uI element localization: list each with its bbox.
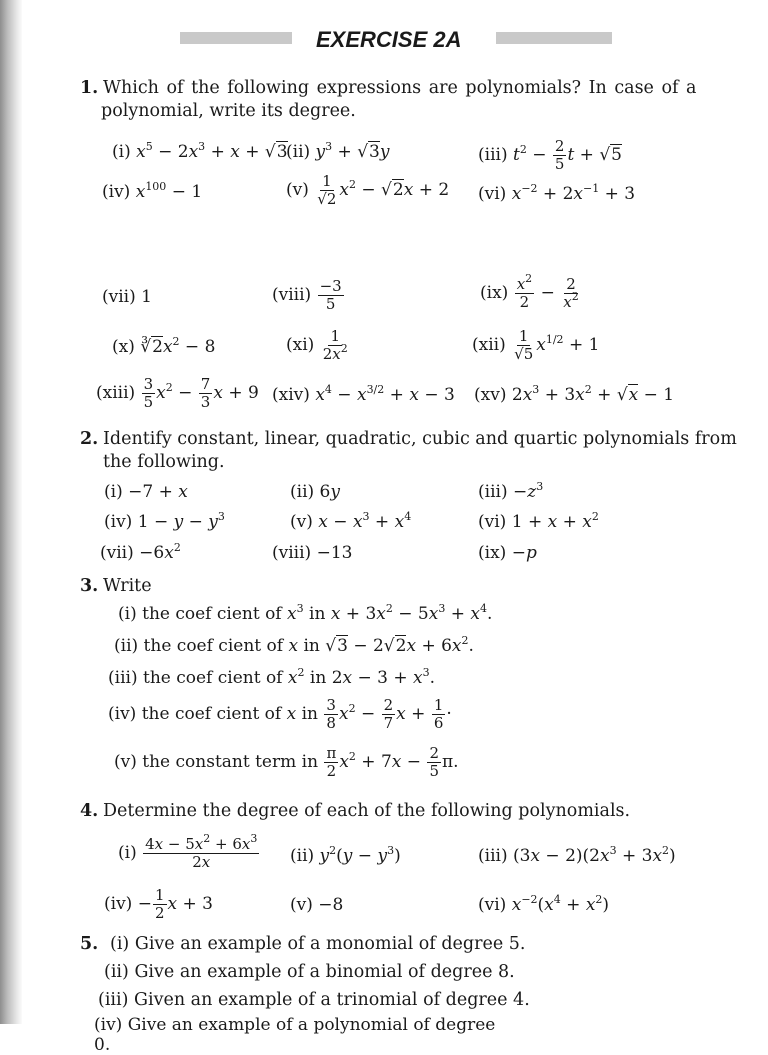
expression-item — [114, 636, 474, 656]
item-text: the coef cient of — [142, 604, 282, 624]
item-label: (v) — [286, 180, 309, 200]
item-label: (iii) — [478, 846, 508, 866]
list-item — [98, 989, 530, 1011]
question-number: 4. — [80, 801, 99, 821]
item-label: (viii) — [272, 285, 312, 305]
math-expression: $\frac{1}{2x^2}$ — [322, 327, 348, 363]
math-expression: $x + 3x^2 - 5x^3 + x^4$. — [330, 602, 493, 624]
expression-item — [118, 832, 260, 871]
cut-off-line — [90, 1010, 510, 1055]
math-expression: $\frac{4x - 5x^2 + 6x^3}{2x}$ — [145, 832, 258, 871]
question-number: 3. — [80, 576, 99, 596]
expression-item — [286, 328, 351, 363]
item-text: in — [309, 604, 326, 624]
expression-item — [104, 512, 225, 532]
expression-item — [108, 697, 452, 732]
question-number: 2. — [80, 429, 99, 449]
item-label: (ii) — [114, 636, 139, 656]
math-expression: $x^5 - 2x^3 + x + √3$ — [136, 140, 288, 162]
math-expression: $x^{100} - 1$ — [135, 180, 203, 202]
math-expression: 6y — [319, 482, 340, 502]
math-expression: $y^3 + √3y$ — [315, 140, 390, 162]
item-label: (iv) — [104, 512, 133, 532]
math-expression: $x^3$ — [287, 602, 304, 624]
math-expression: −13 — [316, 543, 353, 563]
question-text: the following. — [103, 452, 225, 472]
expression-item — [272, 278, 345, 313]
math-expression: $√3 - 2√2x + 6x^2$. — [325, 634, 474, 656]
expression-item — [290, 846, 401, 866]
math-expression: x — [288, 636, 299, 656]
item-label: (i) — [110, 934, 130, 954]
item-text: Given an example of a trinomial of degree 4. — [134, 990, 530, 1010]
expression-item — [472, 328, 599, 363]
expression-item — [112, 142, 288, 162]
item-label: (vi) — [478, 184, 507, 204]
math-expression: $\frac{\pi}{2}$ $x^2 + 7x$ − $\frac{2}{5}$ π. — [326, 744, 459, 780]
item-text: Give an example of a binomial of degree 8. — [134, 962, 515, 982]
item-label: (xi) — [286, 335, 315, 355]
question-number: 1. — [80, 78, 99, 98]
expression-item — [290, 895, 343, 915]
partial-text: (iv) Give an example of a polynomial of degree 0. — [94, 1015, 496, 1055]
expression-item — [102, 287, 152, 307]
item-label: (i) — [112, 142, 131, 162]
item-label: (ix) — [478, 543, 507, 563]
item-label: (iii) — [478, 145, 508, 165]
item-label: (xii) — [472, 335, 506, 355]
expression-item — [478, 184, 635, 204]
item-label: (i) — [118, 843, 137, 863]
item-label: (iv) — [102, 182, 131, 202]
item-text: in — [303, 636, 320, 656]
math-expression: $\frac{1}{√2}$ $x^2 - √2x + 2$ — [317, 172, 450, 208]
math-expression: $\frac{3}{5}$ $x^2$ − $\frac{7}{3}$ x + 9 — [143, 375, 259, 411]
item-label: (ii) — [286, 142, 311, 162]
expression-item — [118, 604, 492, 624]
book-spine-shadow — [0, 0, 22, 1024]
question-text: Identify constant, linear, quadratic, cubic and quartic polynomials from — [103, 429, 737, 449]
item-label: (iii) — [108, 668, 138, 688]
item-text: the constant term in — [142, 752, 319, 772]
list-item — [104, 961, 515, 983]
expression-item — [478, 543, 537, 563]
math-expression: $1 - y - y^3$ — [137, 510, 225, 532]
item-label: (vii) — [102, 287, 136, 307]
math-expression: $x - x^3 + x^4$ — [318, 510, 412, 532]
item-label: (ix) — [480, 283, 509, 303]
expression-item — [112, 337, 215, 357]
math-expression: − $\frac{1}{2}$ x + 3 — [137, 886, 213, 922]
math-expression: $\frac{3}{8}$ $x^2$ − $\frac{2}{7}$ x + $\frac{1}{6}$ · — [326, 696, 452, 732]
item-label: (ii) — [104, 962, 129, 982]
item-label: (iv) — [108, 704, 137, 724]
math-expression: $-6x^2$ — [139, 541, 181, 563]
question-text: Which of the following expressions are polynomials? In case of a — [103, 78, 697, 98]
expression-item — [96, 376, 259, 411]
expression-item — [478, 138, 622, 173]
item-text: in — [309, 668, 327, 688]
expression-item — [102, 182, 202, 202]
item-label: (v) — [290, 512, 313, 532]
math-expression: $2x^3 + 3x^2 + √x - 1$ — [511, 383, 675, 405]
expression-item — [290, 512, 411, 532]
item-label: (v) — [290, 895, 313, 915]
item-text: the coef cient of — [142, 668, 283, 688]
exercise-title: EXERCISE 2A — [316, 27, 462, 52]
expression-item — [478, 482, 543, 502]
math-expression: $y^2(y - y^3)$ — [319, 844, 401, 866]
question-number: 5. — [80, 934, 99, 954]
expression-item — [474, 385, 674, 405]
math-expression: $(3x - 2)(2x^3 + 3x^2)$ — [512, 844, 676, 866]
math-expression: $\frac{1}{√5}$ $x^{1/2} + 1$ — [514, 327, 600, 363]
math-expression: $x^{-2} + 2x^{-1} + 3$ — [511, 182, 636, 204]
item-label: (xv) — [474, 385, 507, 405]
item-label: (vii) — [100, 543, 134, 563]
expression-item — [104, 482, 188, 502]
math-expression: $x^{-2}(x^4 + x^2)$ — [511, 893, 610, 915]
item-label: (ii) — [290, 482, 315, 502]
math-expression: $1 + x + x^2$ — [511, 510, 599, 532]
math-expression: $\frac{-3}{5}$ — [319, 277, 342, 313]
list-item — [110, 933, 525, 955]
expression-item — [480, 272, 582, 311]
item-label: (iii) — [98, 990, 129, 1010]
expression-item — [114, 745, 459, 780]
item-text: the coef cient of — [141, 704, 282, 724]
math-expression: x — [286, 704, 297, 724]
question-text: Determine the degree of each of the following polynomials. — [103, 801, 631, 821]
expression-item — [286, 173, 449, 208]
item-label: (ii) — [290, 846, 315, 866]
math-expression: −8 — [318, 895, 344, 915]
item-label: (iv) — [104, 894, 133, 914]
expression-item — [478, 512, 599, 532]
item-label: (vi) — [478, 895, 507, 915]
item-label: (viii) — [272, 543, 312, 563]
item-label: (i) — [104, 482, 123, 502]
math-expression: $x^4 - x^{3/2} + x - 3$ — [315, 383, 455, 405]
item-label: (vi) — [478, 512, 507, 532]
item-text: the coef cient of — [143, 636, 284, 656]
item-label: (x) — [112, 337, 135, 357]
math-expression: $-z^3$ — [512, 480, 544, 502]
expression-item — [478, 895, 609, 915]
math-expression: $x^2$ — [287, 666, 305, 688]
header-bar-left — [180, 32, 292, 44]
question-text: polynomial, write its degree. — [101, 101, 356, 121]
expression-item — [478, 846, 676, 866]
item-label: (i) — [118, 604, 137, 624]
item-label: (xiii) — [96, 383, 136, 403]
expression-item — [104, 887, 213, 922]
expression-item — [272, 543, 352, 563]
item-text: Give an example of a monomial of degree 5. — [134, 934, 526, 954]
question-text: Write — [103, 576, 152, 596]
item-text: in — [301, 704, 319, 724]
expression-item — [286, 142, 389, 162]
math-expression: 1 — [141, 287, 152, 307]
math-expression: $∛2x^2 - 8$ — [140, 335, 216, 357]
math-expression: $\frac{x^2}{2}$ − $\frac{2}{x^2}$ — [516, 272, 579, 311]
math-expression: −p — [511, 543, 537, 563]
header-bar-right — [496, 32, 612, 44]
expression-item — [290, 482, 340, 502]
expression-item — [108, 668, 435, 688]
math-expression: −7 + x — [128, 482, 188, 502]
expression-item — [100, 543, 181, 563]
math-expression: $t^2$ − $\frac{2}{5}$ t + √5 — [512, 137, 622, 173]
expression-item — [272, 385, 455, 405]
item-label: (iii) — [478, 482, 508, 502]
math-expression: $2x - 3 + x^3$. — [331, 666, 436, 688]
item-label: (xiv) — [272, 385, 310, 405]
item-label: (v) — [114, 752, 137, 772]
